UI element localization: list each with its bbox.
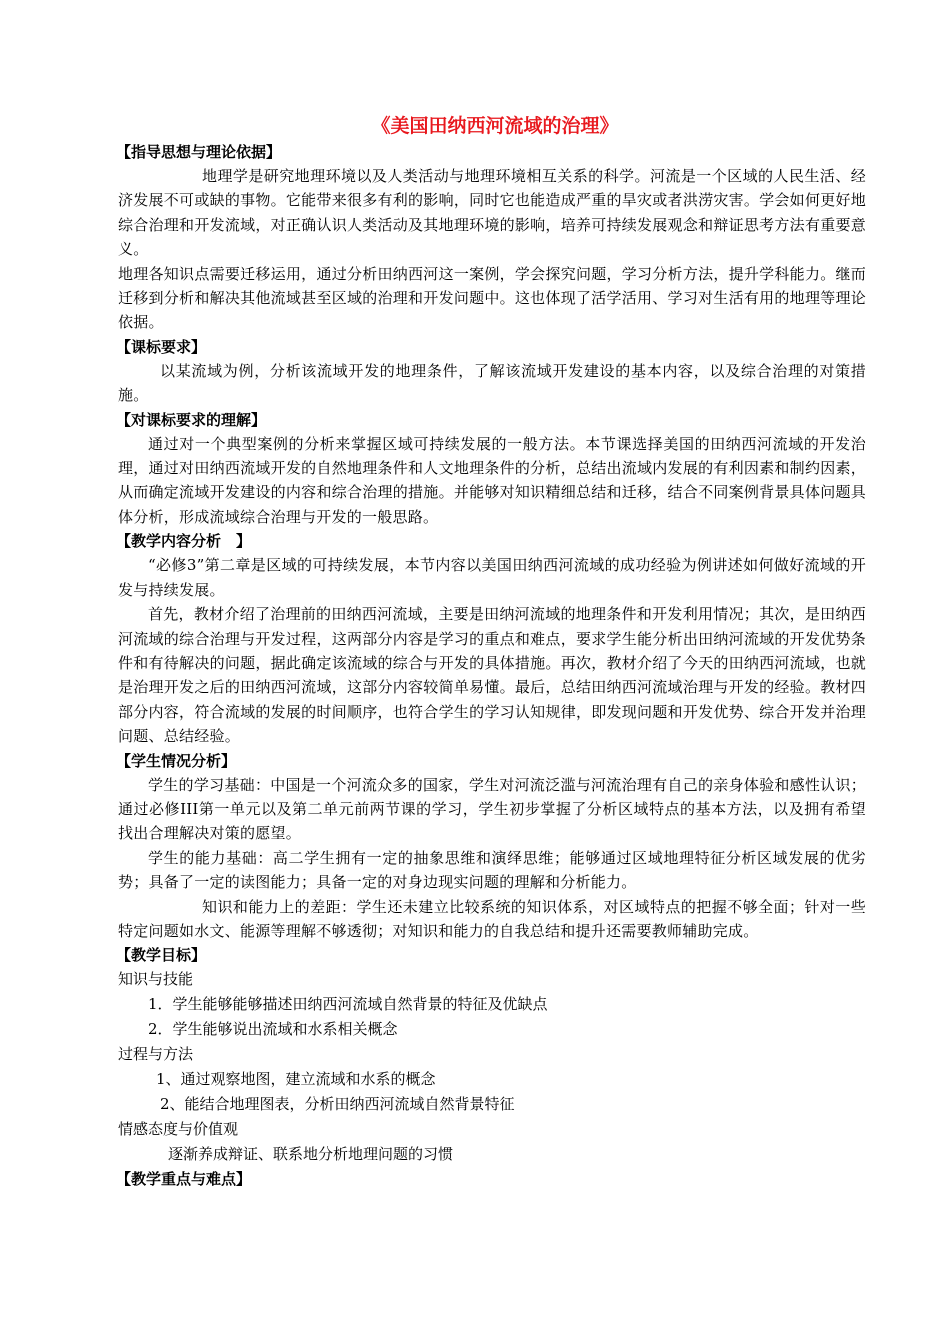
section-heading-guiding: 【指导思想与理论依据】 bbox=[116, 143, 282, 161]
objective-group-label: 过程与方法 bbox=[118, 1045, 194, 1064]
section-heading-students: 【学生情况分析】 bbox=[116, 751, 237, 770]
paragraph: 以某流域为例，分析该流域开发的地理条件，了解该流域开发建设的基本内容，以及综合治理的对策措施。 bbox=[118, 361, 866, 405]
list-item: 逐渐养成辩证、联系地分析地理问题的习惯 bbox=[168, 1145, 454, 1164]
paragraph: 学生的学习基础：中国是一个河流众多的国家，学生对河流泛滥与河流治理有自己的亲身体验和感性认识；通过必修III第一单元以及第二单元前两节课的学习，学生初步掌握了分析区域特点的基本方法，以及拥有希望找出合理解决对策的愿望。 bbox=[118, 775, 866, 843]
paragraph: “必修3”第二章是区域的可持续发展，本节内容以美国田纳西河流域的成功经验为例讲述如何做好流域的开发与持续发展。 bbox=[118, 556, 866, 599]
section-heading-keypoints: 【教学重点与难点】 bbox=[116, 1170, 252, 1189]
paragraph: 学生的能力基础：高二学生拥有一定的抽象思维和演绎思维；能够通过区域地理特征分析区域发展的优劣势；具备了一定的读图能力；具备一定的对身边现实问题的理解和分析能力。 bbox=[118, 848, 866, 892]
document-page bbox=[118, 112, 866, 1191]
objective-group-label: 知识与技能 bbox=[118, 970, 194, 989]
list-item: 1．学生能够能够描述田纳西河流域自然背景的特征及优缺点 bbox=[148, 995, 548, 1014]
paragraph: 知识和能力上的差距：学生还未建立比较系统的知识体系，对区域特点的把握不够全面；针对一些特定问题如水文、能源等理解不够透彻；对知识和能力的自我总结和提升还需要教师辅助完成。 bbox=[118, 897, 866, 940]
document-title: 《美国田纳西河流域的治理》 bbox=[371, 115, 619, 137]
paragraph: 地理各知识点需要迁移运用，通过分析田纳西河这一案例，学会探究问题，学习分析方法，提升学科能力。继而迁移到分析和解决其他流域甚至区域的治理和开发问题中。这也体现了活学活用、学习对生活有用的地理等理论依据。 bbox=[118, 264, 866, 332]
section-heading-objectives: 【教学目标】 bbox=[116, 946, 207, 965]
section-heading-content: 【教学内容分析 】 bbox=[116, 532, 252, 551]
paragraph: 首先，教材介绍了治理前的田纳西河流域，主要是田纳河流域的地理条件和开发利用情况；其次，是田纳西河流域的综合治理与开发过程，这两部分内容是学习的重点和难点，要求学生能分析出田纳河流域的开发优势条件和有待解决的问题，据此确定该流域的综合与开发的具体措施。再次，教材介绍了今天的田纳西河流域，也就是治理开发之后的田纳西河流域，这部分内容较简单易懂。最后，总结田纳西河流域治理与开发的经验。教材四部分内容，符合流域的发展的时间顺序，也符合学生的学习认知规律，即发现问题和开发优势、综合开发并治理问题、总结经验。 bbox=[118, 605, 866, 746]
section-heading-standard: 【课标要求】 bbox=[116, 337, 207, 356]
section-heading-understanding: 【对课标要求的理解】 bbox=[116, 410, 267, 429]
objective-group-label: 情感态度与价值观 bbox=[118, 1120, 239, 1139]
list-item: 1、通过观察地图，建立流域和水系的概念 bbox=[156, 1070, 436, 1089]
list-item: 2、能结合地理图表，分析田纳西河流域自然背景特征 bbox=[160, 1095, 515, 1114]
paragraph: 通过对一个典型案例的分析来掌握区域可持续发展的一般方法。本节课选择美国的田纳西河流域的开发治理，通过对田纳西流域开发的自然地理条件和人文地理条件的分析，总结出流域内发展的有利因素和制约因素，从而确定流域开发建设的内容和综合治理的措施。并能够对知识精细总结和迁移，结合不同案例背景具体问题具体分析，形成流域综合治理与开发的一般思路。 bbox=[118, 434, 866, 526]
paragraph: 地理学是研究地理环境以及人类活动与地理环境相互关系的科学。河流是一个区域的人民生活、经济发展不可或缺的事物。它能带来很多有利的影响，同时它也能造成严重的旱灾或者洪涝灾害。学会如何更好地综合治理和开发流域，对正确认识人类活动及其地理环境的影响，培养可持续发展观念和辩证思考方法有重要意义。 bbox=[118, 167, 866, 259]
list-item: 2．学生能够说出流域和水系相关概念 bbox=[148, 1020, 398, 1039]
